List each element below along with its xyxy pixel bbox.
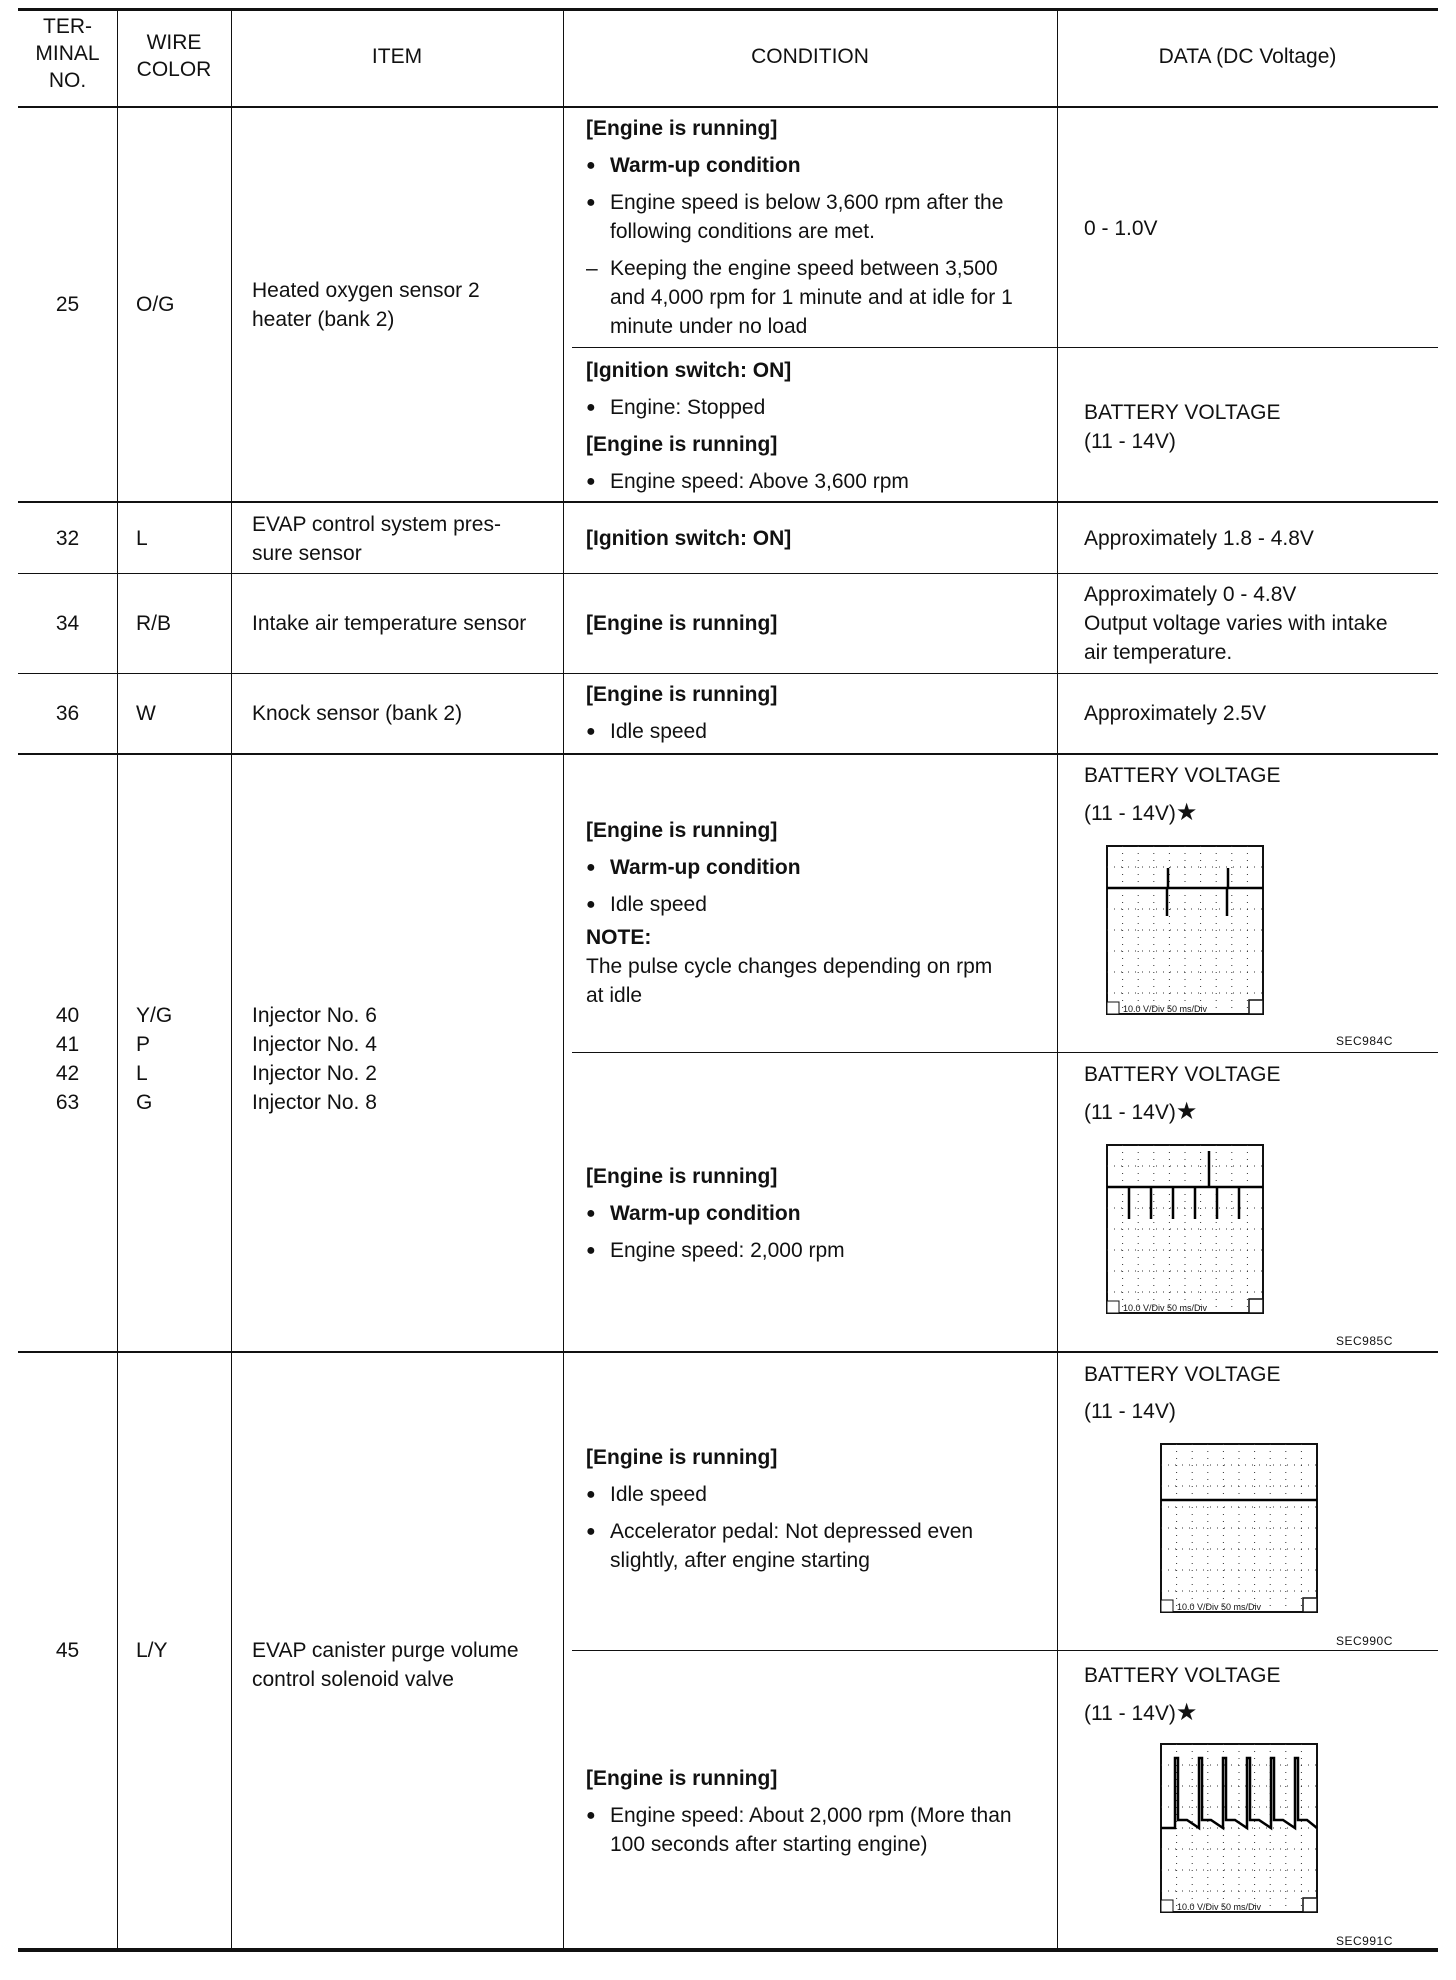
wire-36: W — [136, 702, 156, 725]
condition-34: [Engine is running] — [586, 612, 778, 635]
terminal-45: 45 — [55, 1639, 80, 1662]
data-40a: BATTERY VOLTAGE (11 - 14V)★ — [1084, 764, 1281, 826]
scope-mode-box — [1107, 1002, 1119, 1014]
data-45b: BATTERY VOLTAGE (11 - 14V)★ — [1084, 1664, 1281, 1726]
wire-45: L/Y — [136, 1639, 168, 1662]
figure-code: SEC991C — [1336, 1934, 1393, 1948]
note-text: The pulse cycle changes depending on rpm at idle — [586, 955, 993, 1007]
data-34: Approximately 0 - 4.8V Output voltage varies with intake air temperature. — [1084, 583, 1388, 664]
data-45a: BATTERY VOLTAGE (11 - 14V) — [1084, 1363, 1281, 1423]
header-terminal: TER- MINAL NO. — [35, 15, 100, 92]
items-injectors: Injector No. 6 Injector No. 4 Injector No. 2 Injector No. 8 — [252, 1004, 377, 1114]
wires-injectors: Y/G P L G — [136, 1004, 173, 1114]
col-rule-3 — [563, 8, 564, 1950]
condition-heading: [Engine is running] — [586, 1767, 778, 1790]
condition-heading: [Engine is running] — [586, 1165, 778, 1188]
scope-scale-label: 10.0 V/Div 50 ms/Div — [1123, 1004, 1208, 1014]
wire-32: L — [136, 527, 148, 550]
condition-heading: [Engine is running] — [586, 117, 778, 140]
header-wire-color: WIRE COLOR — [136, 31, 212, 81]
scope-mode-box — [1161, 1600, 1173, 1612]
col-rule-4 — [1057, 8, 1058, 1950]
terminal-data-table — [18, 8, 1438, 1968]
sub-rule-40 — [572, 1052, 1438, 1053]
condition-heading: [Engine is running] — [586, 819, 778, 842]
data-32: Approximately 1.8 - 4.8V — [1084, 527, 1314, 550]
condition-40b — [586, 1162, 1051, 1265]
condition-45b — [586, 1764, 1051, 1859]
oscilloscope-waveform — [1105, 844, 1265, 1032]
sub-rule-25 — [572, 347, 1438, 348]
item-32: EVAP control system pres- sure sensor — [252, 513, 501, 565]
star-icon: ★ — [1175, 1699, 1198, 1726]
item-36: Knock sensor (bank 2) — [252, 702, 463, 725]
header-data: DATA (DC Voltage) — [1158, 45, 1337, 68]
condition-bullet: ● Accelerator pedal: Not depressed even slightly, after engine starting — [586, 1517, 1051, 1575]
condition-bullet: ● Engine speed: About 2,000 rpm (More than 100 seconds after starting engine) — [586, 1801, 1051, 1859]
terminal-36: 36 — [55, 702, 80, 725]
condition-bullet: ● Idle speed — [586, 1480, 1051, 1509]
item-45: EVAP canister purge volume control solenoid valve — [252, 1639, 519, 1691]
condition-heading: [Engine is running] — [586, 433, 778, 456]
col-rule-1 — [117, 8, 118, 1950]
condition-36 — [586, 680, 1051, 746]
header-condition: CONDITION — [751, 45, 869, 68]
note-label: NOTE: — [586, 926, 652, 949]
terminal-25: 25 — [55, 293, 80, 316]
scope-scale-label: 10.0 V/Div 50 ms/Div — [1177, 1902, 1262, 1912]
condition-dash: – Keeping the engine speed between 3,500 and 4,000 rpm for 1 minute and at idle for 1 minute under no load — [586, 254, 1051, 341]
data-36: Approximately 2.5V — [1084, 702, 1267, 725]
header-item: ITEM — [371, 45, 423, 68]
col-rule-2 — [231, 8, 232, 1950]
condition-25a — [586, 114, 1051, 341]
oscilloscope-waveform — [1105, 1143, 1265, 1331]
scope-scale-label: 10.0 V/Div 50 ms/Div — [1177, 1602, 1262, 1612]
item-34: Intake air temperature sensor — [252, 612, 527, 635]
condition-25b — [586, 356, 1051, 496]
condition-45a — [586, 1443, 1051, 1575]
condition-bullet: ● Engine speed is below 3,600 rpm after the following conditions are met. — [586, 188, 1051, 246]
scope-mode-box — [1107, 1301, 1119, 1313]
terminals-injectors: 40 41 42 63 — [55, 1004, 80, 1114]
condition-heading: [Engine is running] — [586, 1446, 778, 1469]
scope-mode-box — [1161, 1900, 1173, 1912]
condition-bullet: ● Idle speed — [586, 890, 1051, 919]
oscilloscope-waveform — [1159, 1442, 1319, 1630]
terminal-34: 34 — [55, 612, 80, 635]
condition-bullet: ● Engine speed: 2,000 rpm — [586, 1236, 1051, 1265]
star-icon: ★ — [1175, 799, 1198, 826]
figure-code: SEC984C — [1336, 1034, 1393, 1048]
condition-bullet: ● Engine speed: Above 3,600 rpm — [586, 467, 1051, 496]
data-25b: BATTERY VOLTAGE (11 - 14V) — [1084, 401, 1281, 453]
condition-heading: [Ignition switch: ON] — [586, 359, 792, 382]
wire-34: R/B — [136, 612, 172, 635]
figure-code: SEC985C — [1336, 1334, 1393, 1348]
star-icon: ★ — [1175, 1098, 1198, 1125]
scope-scale-label: 10.0 V/Div 50 ms/Div — [1123, 1303, 1208, 1313]
condition-bullet: ● Warm-up condition — [586, 853, 1051, 882]
condition-bullet: ● Warm-up condition — [586, 1199, 1051, 1228]
condition-bullet: ● Engine: Stopped — [586, 393, 1051, 422]
item-25: Heated oxygen sensor 2 heater (bank 2) — [252, 279, 480, 331]
data-40b: BATTERY VOLTAGE (11 - 14V)★ — [1084, 1063, 1281, 1125]
condition-bullet: ● Warm-up condition — [586, 151, 1051, 180]
condition-heading: [Engine is running] — [586, 683, 778, 706]
condition-32: [Ignition switch: ON] — [586, 527, 792, 550]
condition-bullet: ● Idle speed — [586, 717, 1051, 746]
condition-40a — [586, 816, 1051, 1010]
data-25a: 0 - 1.0V — [1084, 217, 1158, 240]
oscilloscope-waveform — [1159, 1742, 1319, 1930]
sub-rule-45 — [572, 1650, 1438, 1651]
figure-code: SEC990C — [1336, 1634, 1393, 1648]
wire-25: O/G — [136, 293, 175, 316]
terminal-32: 32 — [55, 527, 80, 550]
